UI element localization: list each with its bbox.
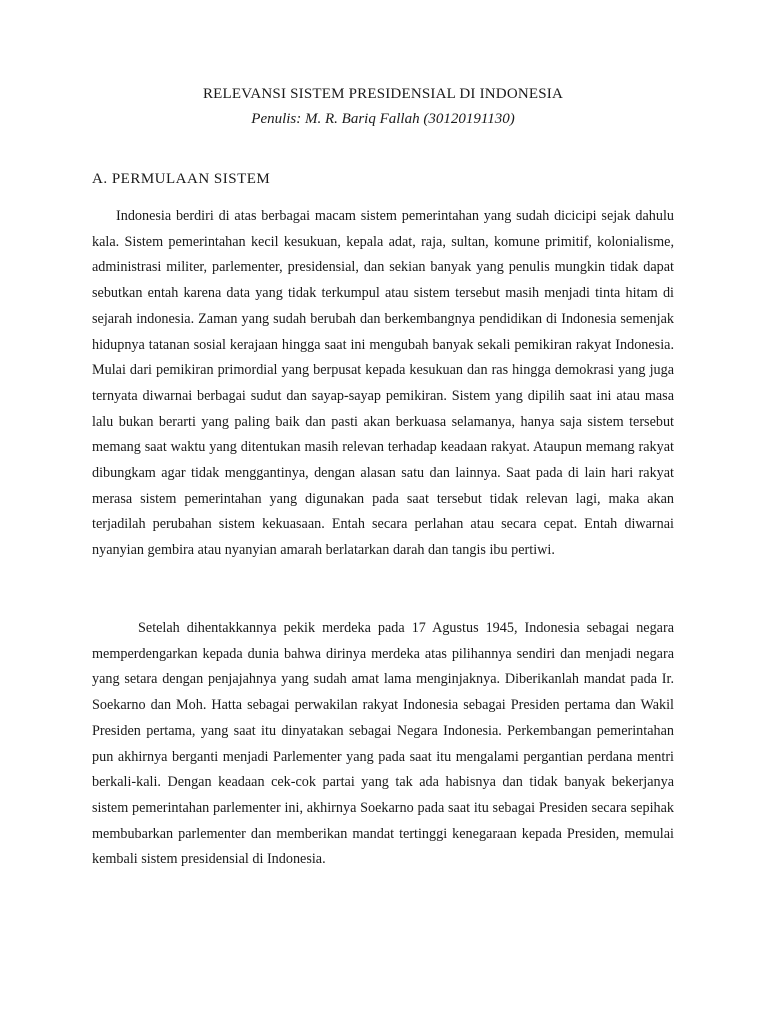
document-title: RELEVANSI SISTEM PRESIDENSIAL DI INDONESIA: [202, 86, 564, 102]
document-author: Penulis: M. R. Bariq Fallah (30120191130): [251, 111, 515, 127]
body-paragraph: Setelah dihentakkannya pekik merdeka pada 17 Agustus 1945, Indonesia sebagai negara memperdengarkan kepada dunia bahwa dirinya merdeka atas pilihannya sendiri dan menjadi negara yang setara dengan penjajahnya yang sudah amat lama menginjaknya. Diberikanlah mandat pada Ir. Soekarno dan Moh. Hatta sebagai perwakilan rakyat Indonesia sebagai Presiden pertama dan Wakil Presiden pertama, yang saat itu dinyatakan sebagai Negara Indonesia. Perkembangan pemerintahan pun akhirnya berganti menjadi Parlementer yang pada saat itu mengalami pergantian perdana mentri berkali-kali. Dengan keadaan cek-cok partai yang tak ada habisnya dan tidak banyak bekerjanya sistem pemerintahan parlementer ini, akhirnya Soekarno pada saat itu sebagai Presiden secara sepihak membubarkan parlementer dan memberikan mandat tertinggi kenegaraan kepada Presiden, memulai kembali sistem presidensial di Indonesia.: [92, 620, 674, 868]
section-heading: A. PERMULAAN SISTEM: [92, 171, 271, 187]
body-paragraph: Indonesia berdiri di atas berbagai macam sistem pemerintahan yang sudah dicicipi sejak dahulu kala. Sistem pemerintahan kecil kesukuan, kepala adat, raja, sultan, komune primitif, kolonialisme, administrasi militer, parlementer, presidensial, dan sekian banyak yang penulis mungkin tidak dapat sebutkan entah karena data yang tidak terkumpul atau sistem tersebut masih menjadi tinta hitam di sejarah indonesia. Zaman yang sudah berubah dan berkembangnya pendidikan di Indonesia semenjak hidupnya tatanan sosial kerajaan hingga saat ini mengubah banyak sekali pemikiran rakyat Indonesia. Mulai dari pemikiran primordial yang berpusat kepada kesukuan dan ras hingga demokrasi yang juga ternyata diwarnai berbagai sudut dan sayap-sayap pemikiran. Sistem yang dipilih saat ini atau masa lalu bukan berarti yang paling baik dan pasti akan berkuasa selamanya, hanya saja sistem tersebut memang saat waktu yang ditentukan masih relevan terhadap keadaan rakyat. Ataupun memang rakyat dibungkam agar tidak menggantinya, dengan alasan satu dan lainnya. Saat pada di lain hari rakyat merasa sistem pemerintahan yang digunakan pada saat tersebut tidak relevan lagi, maka akan terjadilah perubahan sistem kekuasaan. Entah secara perlahan atau secara cepat. Entah diwarnai nyanyian gembira atau nyanyian amarah berlatarkan darah dan tangis ibu pertiwi.: [92, 208, 674, 559]
